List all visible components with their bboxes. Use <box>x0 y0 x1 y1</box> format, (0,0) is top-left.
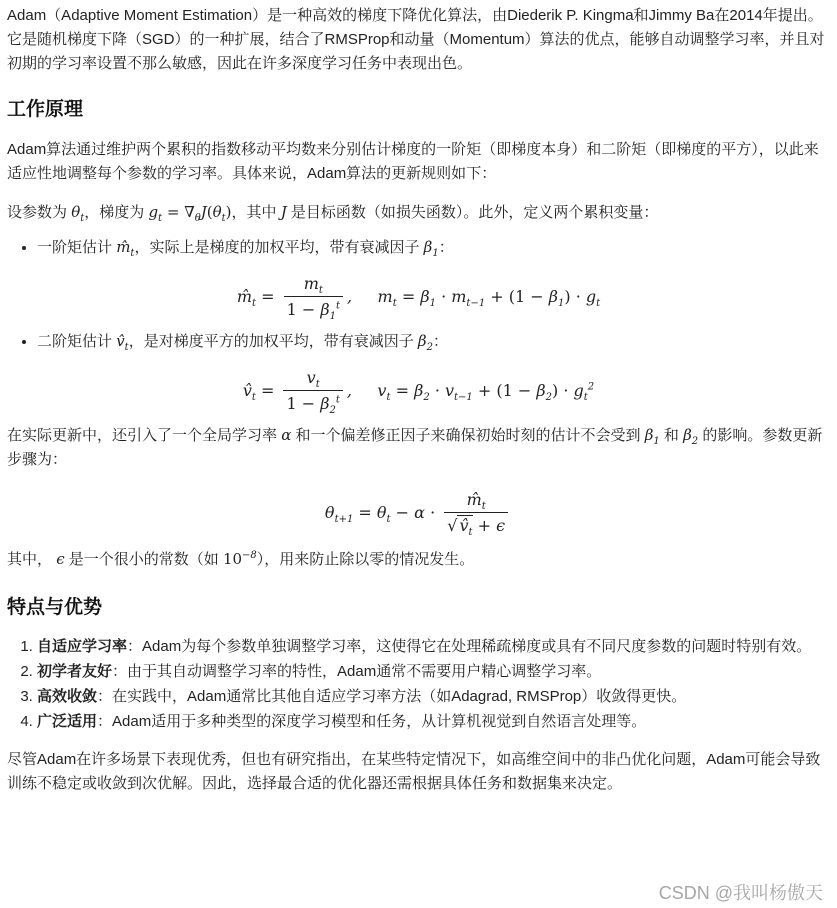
math-J: J <box>280 203 287 221</box>
formula-second-moment: $v̂_t$ = $\frac{v_t}{1 - \beta_2^t}$ , $v_t = \beta_2 \cdot v_{t-1} + (1 - \beta_2) \cdot g_t^2$ <box>242 368 595 417</box>
moment-list <box>7 235 830 260</box>
formula-update-rule: $\theta_{t+1} = \theta_t - \alpha$ · $\frac{m̂_t}{√ v̂_t + \epsilon}$ <box>7 490 830 537</box>
list-item: 1. 自适应学习率：Adam为每个参数单独调整学习率，这使得它在处理稀疏梯度或具有不同尺度参数的问题时特别有效。 <box>37 634 830 659</box>
epsilon-paragraph: 其中， ϵ 是一个很小的常数（如 $10^{-8}$），用来防止除以零的情况发生。 <box>7 550 475 568</box>
param-definition-paragraph: 设参数为 $\theta_t$，梯度为 $g_t = \nabla_\theta J(\theta_t)$，其中 J 是目标函数（如损失函数）。此外，定义两个累积变量： <box>7 203 659 224</box>
list-item: 4. 广泛适用：Adam适用于多种类型的深度学习模型和任务，从计算机视觉到自然语言处理等。 <box>37 709 830 734</box>
moment-list-2 <box>7 329 830 354</box>
section-heading-principle: 工作原理 <box>7 99 84 120</box>
formula-first-moment: $m̂_t$ = $\frac{m_t}{1 - \beta_1^t}$ , $m_t = \beta_1 \cdot m_{t-1} + (1 - \beta_1) \cdot g_t$ <box>236 274 601 323</box>
section-heading-advantages: 特点与优势 <box>7 597 103 618</box>
update-paragraph: 在实际更新中，还引入了一个全局学习率 α 和一个偏差修正因子来确保初始时刻的估计不会受到 $\beta_1$ 和 $\beta_2$ 的影响。参数更新步骤为： <box>7 426 823 468</box>
list-item: 2. 初学者友好：由于其自动调整学习率的特性，Adam通常不需要用户精心调整学习率。 <box>37 659 830 684</box>
conclusion-paragraph: 尽管Adam在许多场景下表现优秀，但也有研究指出，在某些特定情况下，如高维空间中的非凸优化问题，Adam可能会导致训练不稳定或收敛到次优解。因此，选择最合适的优化器还需根据具体任务和数据集来决定。 <box>7 751 821 792</box>
bullet-second-moment: • 二阶矩估计 $v̂_t$，是对梯度平方的加权平均，带有衰减因子 $\beta_2$： <box>37 329 830 354</box>
principle-paragraph: Adam算法通过维护两个累积的指数移动平均数来分别估计梯度的一阶矩（即梯度本身）和二阶矩（即梯度的平方），以此来适应性地调整每个参数的学习率。具体来说，Adam算法的更新规则如下： <box>7 141 819 182</box>
math-gradient-def: $g_t = \nabla_\theta J(\theta_t)$ <box>148 203 232 224</box>
math-theta-t: $\theta_t$ <box>71 203 85 224</box>
intro-paragraph: Adam（Adaptive Moment Estimation）是一种高效的梯度下降优化算法，由Diederik P. Kingma和Jimmy Ba在2014年提出。它是随机梯度下降（SGD）的一种扩展，结合了RMSProp和动量（Momentum）算法的优点，能够自动调整学习率，并且对初期的学习率设置不那么敏感，因此在许多深度学习任务中表现出色。 <box>7 7 825 72</box>
list-item: 3. 高效收敛：在实践中，Adam通常比其他自适应学习率方法（如Adagrad, RMSProp）收敛得更快。 <box>37 684 830 709</box>
bullet-first-moment: • 一阶矩估计 $m̂_t$，实际上是梯度的加权平均，带有衰减因子 $\beta_1$： <box>37 235 830 260</box>
watermark: CSDN @我叫杨傲天 <box>658 883 823 903</box>
advantages-list <box>7 634 830 734</box>
